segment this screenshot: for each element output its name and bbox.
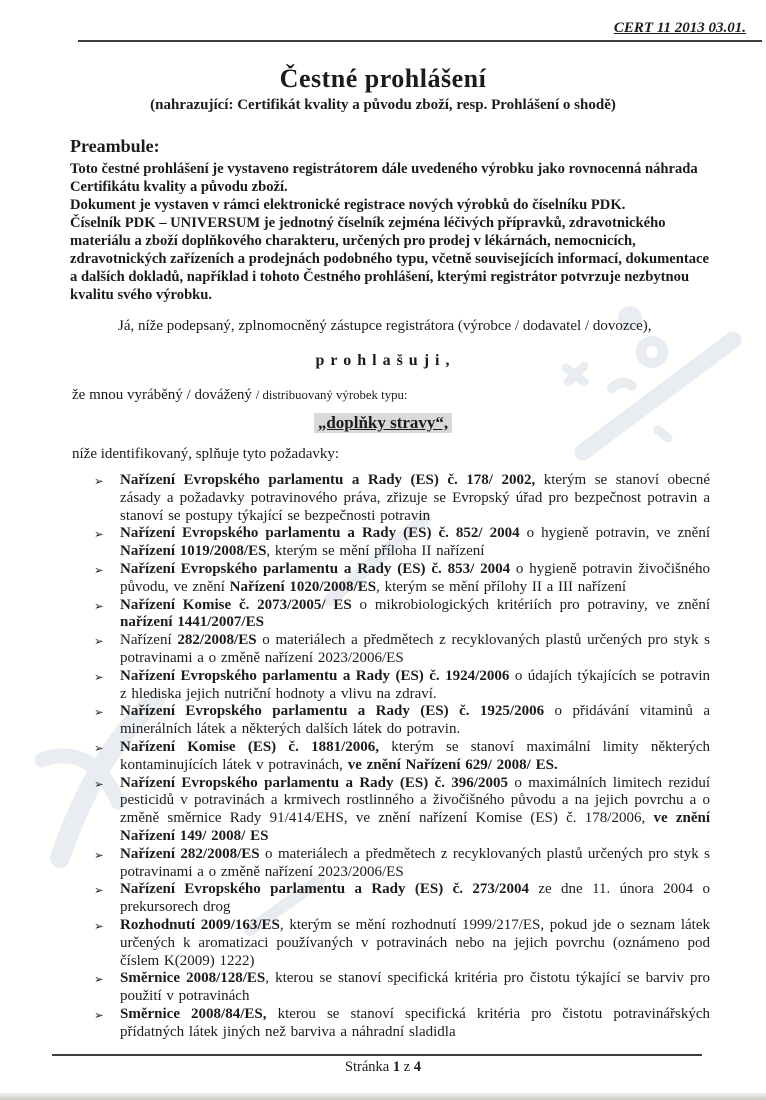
arrow-bullet-icon: ➢ bbox=[94, 474, 104, 488]
regulation-text-segment: Nařízení Evropského parlamentu a Rady (ES) č. 853/ 2004 bbox=[120, 560, 511, 577]
header-rule bbox=[78, 40, 762, 42]
footer-page-number: 1 bbox=[392, 1058, 401, 1075]
scan-edge bbox=[0, 1093, 766, 1100]
regulation-text-segment: Nařízení Evropského parlamentu a Rady (ES) č. 273/2004 bbox=[120, 881, 530, 898]
regulation-text-segment: , kterou se stanoví specifická kritéria pro čistotu týkající se barviv pro použití v potravinách bbox=[120, 970, 710, 1005]
arrow-bullet-icon: ➢ bbox=[94, 669, 104, 684]
regulation-text-segment: kterým se stanoví maximální limity některých kontaminujících látek v potravinách, bbox=[120, 738, 710, 773]
regulation-text-segment: o hygieně potravin, ve znění bbox=[519, 525, 710, 542]
arrow-bullet-icon: ➢ bbox=[94, 847, 104, 862]
regulation-text-segment: o přidávání vitaminů a minerálních látek a některých dalších látek do potravin. bbox=[120, 703, 710, 738]
regulation-text-segment: o materiálech a předmětech z recyklovaných plastů určených pro styk s potravinami a o změně nařízení 2023/2006/ES bbox=[120, 845, 710, 880]
regulation-text-segment: kterou se stanoví specifická kritéria pro čistotu potravinářských přídatných látek jiných než barviva a náhradní sladidla bbox=[120, 1005, 710, 1040]
regulation-text-segment: kterým se stanoví obecné zásady a požadavky potravinového práva, zřizuje se Evropský úřad pro bezpečnost potravin a stanoví se postupy týkající se bezpečnosti potravin bbox=[120, 472, 710, 524]
regulation-text-segment: Nařízení Evropského parlamentu a Rady (ES) č. 1925/2006 bbox=[120, 703, 545, 720]
regulation-item bbox=[72, 561, 710, 597]
regulation-text-segment: o materiálech a předmětech z recyklovaných plastů určených pro styk s potravinami a o změně nařízení 2023/2006/ES bbox=[120, 632, 710, 666]
arrow-bullet-icon: ➢ bbox=[94, 527, 104, 542]
regulation-item bbox=[72, 739, 710, 775]
declaration-verb: p r o h l a š u j i , bbox=[315, 352, 451, 369]
regulation-item bbox=[72, 970, 710, 1006]
regulation-item bbox=[72, 881, 710, 917]
arrow-bullet-icon: ➢ bbox=[94, 634, 104, 649]
doc-code: CERT 11 2013 03.01. bbox=[613, 20, 746, 36]
regulation-text-segment: nařízení 1441/2007/ES bbox=[120, 614, 264, 631]
product-type-row bbox=[0, 413, 766, 433]
page-footer bbox=[0, 1059, 766, 1076]
regulation-text-segment: Rozhodnutí 2009/163/ES bbox=[120, 916, 280, 933]
product-type-intro bbox=[72, 387, 710, 404]
regulation-text-segment: ze dne 11. února 2004 o prekursorech drog bbox=[120, 881, 710, 916]
regulation-item bbox=[72, 668, 710, 704]
arrow-bullet-icon: ➢ bbox=[94, 598, 104, 613]
arrow-bullet-icon: ➢ bbox=[94, 562, 104, 577]
regulation-text-segment: 282/2008/ES bbox=[177, 632, 257, 649]
regulation-text-segment: Nařízení Evropského parlamentu a Rady (ES) č. 852/ 2004 bbox=[120, 525, 520, 542]
regulation-text-segment: Nařízení Evropského parlamentu a Rady (ES) č. 1924/2006 bbox=[120, 667, 510, 684]
regulation-text-segment: o údajích týkajících se potravin z hlediska jejich nutriční hodnoty a vlivu na zdraví. bbox=[120, 667, 711, 702]
arrow-bullet-icon: ➢ bbox=[94, 776, 104, 791]
regulation-text-segment: Nařízení 282/2008/ES bbox=[120, 845, 260, 862]
regulation-text-segment: Nařízení Evropského parlamentu a Rady (ES) č. 396/2005 bbox=[120, 774, 508, 791]
declaration-intro: Já, níže podepsaný, zplnomocněný zástupce registrátora (výrobce / dodavatel / dovozce), bbox=[118, 318, 652, 334]
regulation-text-segment: o maximálních limitech reziduí pesticidů v potravinách a krmivech rostlinného a živočišného původu a na jejich povrchu a o změně směrnice Rady 91/414/EHS, ve znění nařízení Komise (ES) č. 178/2006, bbox=[120, 774, 711, 827]
regulation-item bbox=[72, 472, 710, 525]
regulation-item bbox=[72, 775, 710, 846]
arrow-bullet-icon: ➢ bbox=[94, 972, 104, 987]
regulation-text-segment: Nařízení Komise č. 2073/2005/ ES bbox=[120, 596, 352, 613]
preambule-heading: Preambule: bbox=[70, 136, 160, 156]
preambule-paragraph: Toto čestné prohlášení je vystaveno registrátorem dále uvedeného výrobku jako rovnocenná náhrada Certifikátu kvality a původu zboží. bbox=[70, 161, 698, 195]
preambule-section bbox=[70, 136, 710, 304]
regulation-text-segment: , kterým se mění příloha II nařízení bbox=[266, 543, 485, 560]
arrow-bullet-icon: ➢ bbox=[94, 705, 104, 720]
regulation-item bbox=[72, 703, 710, 739]
regulation-text-segment: Nařízení Evropského parlamentu a Rady (ES) č. 178/ 2002, bbox=[120, 472, 536, 488]
regulation-text-segment: o mikrobiologických kritériích pro potraviny, ve znění bbox=[351, 596, 710, 613]
arrow-bullet-icon: ➢ bbox=[94, 883, 104, 898]
regulation-text-segment: Nařízení 1020/2008/ES bbox=[229, 578, 377, 595]
regulation-text-segment: Nařízení bbox=[120, 632, 178, 649]
regulation-text-segment: ve znění Nařízení 629/ 2008/ ES. bbox=[347, 756, 558, 773]
regulation-text-segment: Nařízení Komise (ES) č. 1881/2006, bbox=[120, 738, 379, 755]
regulation-item bbox=[72, 597, 710, 633]
footer-total-pages: 4 bbox=[413, 1058, 422, 1075]
regulation-text-segment: Nařízení 1019/2008/ES bbox=[120, 543, 267, 560]
requirements-lead: níže identifikovaný, splňuje tyto požadavky: bbox=[72, 446, 340, 462]
arrow-bullet-icon: ➢ bbox=[94, 740, 104, 755]
regulation-text-segment: Směrnice 2008/84/ES, bbox=[120, 1005, 267, 1022]
page-subtitle: (nahrazující: Certifikát kvality a původu zboží, resp. Prohlášení o shodě) bbox=[150, 97, 616, 113]
preambule-paragraph: Číselník PDK – UNIVERSUM je jednotný číselník zejména léčivých přípravků, zdravotnického materiálu a zboží doplňkového charakteru, určených pro prodej v lékárnách, nemocnicích, zdravotnických zařízeních a prodejnách podobného typu, včetně souvisejících informací, dokumentace a dalších dokladů, například i tohoto Čestného prohlášení, kterými registrátor potvrzuje nezbytnou kvalitu svého výrobku. bbox=[70, 215, 710, 303]
preambule-paragraph: Dokument je vystaven v rámci elektronické registrace nových výrobků do číselníku PDK. bbox=[70, 197, 626, 213]
regulation-item bbox=[72, 632, 710, 668]
arrow-bullet-icon: ➢ bbox=[94, 918, 104, 933]
product-intro-main: že mnou vyráběný / dovážený bbox=[72, 387, 256, 403]
footer-rule bbox=[52, 1054, 702, 1056]
arrow-bullet-icon: ➢ bbox=[94, 1007, 104, 1022]
regulation-item bbox=[72, 846, 710, 882]
regulation-text-segment: , kterým se mění rozhodnutí 1999/217/ES, pokud jde o seznam látek určených k aromatizaci používaných v potravinách nebo na jejich povrchu (oznámeno pod číslem K(2009) 1222) bbox=[120, 916, 710, 969]
regulation-item bbox=[72, 917, 710, 970]
regulation-item bbox=[72, 525, 710, 561]
regulation-text-segment: Směrnice 2008/128/ES bbox=[120, 970, 266, 987]
requirements-list bbox=[72, 472, 710, 1042]
regulation-text-segment: ve znění Nařízení 149/ 2008/ ES bbox=[120, 810, 711, 844]
page-title: Čestné prohlášení bbox=[279, 64, 487, 93]
product-type-highlight: „doplňky stravy“, bbox=[314, 413, 452, 433]
regulation-item bbox=[72, 1006, 710, 1042]
footer-of-word: z bbox=[403, 1058, 411, 1075]
product-intro-small: / distribuovaný výrobek typu: bbox=[255, 388, 408, 402]
regulation-text-segment: o hygieně potravin živočišného původu, ve znění bbox=[120, 560, 710, 595]
regulation-text-segment: , kterým se mění přílohy II a III nařízení bbox=[376, 578, 627, 595]
footer-page-word: Stránka bbox=[344, 1058, 390, 1075]
